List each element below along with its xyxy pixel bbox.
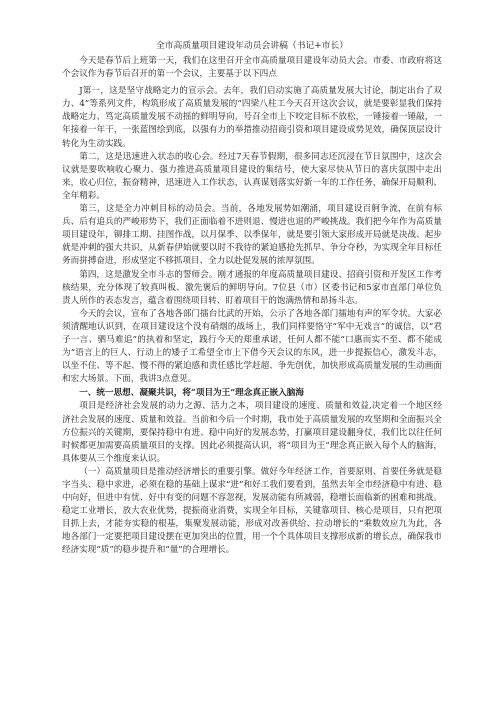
paragraph-intro: 今天是春节后上班第一天，我们在这里召开全市高质量项目建设年动员大会。市委、市政府将这个会议作为春节后召开的第一个会议，主要基于以下四点 [62, 56, 442, 80]
paragraph-point-2: 第二，这是迅速进入状态的收心会。经过7天春节假期，很多同志还沉浸在节日氛围中，这次会议就是要吹响收心聚力、强力推进高质量项目建设的集结号，使大家尽快从节日的喜庆氛围中走出来，收心归位，振奋精神，迅速进入工作状态，认真谋划落实好新一年的工作任务，确保开局顺利、全年精彩。 [62, 151, 442, 201]
paragraph-section-intro: 项目是经济社会发展的动力之源、活力之本，项目建设的速度、质量和效益,决定着一个地区经济社会发展的速度、质量和效益。当前和今后一个时期，我市处于高质量发展的攻坚期和全面振兴全方位振兴的关键期，要保持稳中有进、稳中向好的发展态势，打赢项目建设翻身仗，我们比以往任何时候都更加需要高质量项目的支撑。因此必须提高认识，将“项目为王”理念真正嵌入每个人的脑海，具体要从三个维度来认识。 [62, 401, 442, 464]
paragraph-point-3: 第三，这是全力冲刺目标的动员会。当前，各地发展势如潮涌，项目建设百舸争流，在前有标兵、后有追兵的严峻形势下，我们正面临着不进则退、慢进也退的严峻挑战。我们把今年作为高质量项目建设年，铆排工期、挂图作战，以月保季、以季保年，就是要引领大家形成开局就是决战、起步就是冲刺的强大共识，从新春伊始就要以时不我待的紧迫感抢先抓早、争分夺秒，为实现全年目标任务而拼搏奋进，形成坚定不移抓项目、全力以赴促发展的浓厚氛围。 [62, 204, 442, 267]
document-title: 全市高质量项目建设年动员会讲稿（书记+市长） [155, 41, 349, 51]
paragraph-subsection-1: （一）高质量项目是推动经济增长的重要引擎。做好今年经济工作，首要原则、首要任务就是稳字当头、稳中求进，必须在稳的基础上谋求“进”和好工我们要看到，虽然去年全市经济稳中有进、稳中向好，但进中有忧、好中有变的问题不容忽视，发展动能有所减弱，稳增长面临新的困难和挑战。稳定工业增长，放大农业优势，提振商业消费，实现全年目标，关键靠项目、核心是项目，只有把项目抓上去，才能夯实稳的根基，集聚发展动能，形成对改善供给、拉动增长的“乘数效应九为此，各地各部门一定要把项目建设摆在更加突出的位置，用一个个具体项目支撑形成新的增长点，确保我市经济实现“质”的稳步提升和“量”的合理增长。 [62, 466, 442, 556]
paragraph-point-1: J第一，这是坚守战略定力的宣示会。去年，我们启动实施了高质量发展大讨论，制定出台了双力、4”等系列文件，构筑形成了高质量发展的“四梁八柱工今天召开这次会议，就是要彰显我们保持战略定力、笃定高质量发展不动摇的鲜明导向，号召全市上下咬定目标不放松，一锤接着一锤敲，一年接着一年干，一张蓝图绘到底，以强有力的举措推动招商引资和项目建设成势见效，确保顶层设计转化为生动实践。 [62, 86, 442, 149]
paragraph-meeting-summary: 今天的会议，宣布了各地各部门擂台比武的开始，公示了各地各部门擂地有声的军令状。大家必须清醒地认识到，在项目建设这个没有硝烟的战场上，我们同样要恪守“军中无戏言”的诚信，以“君子一言、驷马难追”的执着和坚定，践行今天的郑重承诺，任何人都不能“口惠而实不至、都不能成为“语言上的巨人、行动上的矮子工希望全市上下借今天会议的东风，进一步提振信心，激发斗志，以坐不住、等不起、慢不得的紧迫感和责任感比学赶超、争先创优，加快形成高质量发展的生动画面和宏大场景。下面，我讲3点意见。 [62, 308, 442, 385]
section-heading: 一、统一思想、凝聚共识，将“项目为王”理念真正嵌入脑海 [79, 388, 304, 399]
paragraph-point-4: 第四，这是激发全市斗志的誓师会。刚才通报的年度高质量项目建设、招商引资和开发区工作考核结果，充分体现了较真叫板、激先褒后的鲜明导向。7位县（市）区委书记和5家市直部门单位负责人所作的表态发言，蕴含着围绕项目转、盯着项目干的饱满热情和昂扬斗志。 [62, 269, 442, 306]
